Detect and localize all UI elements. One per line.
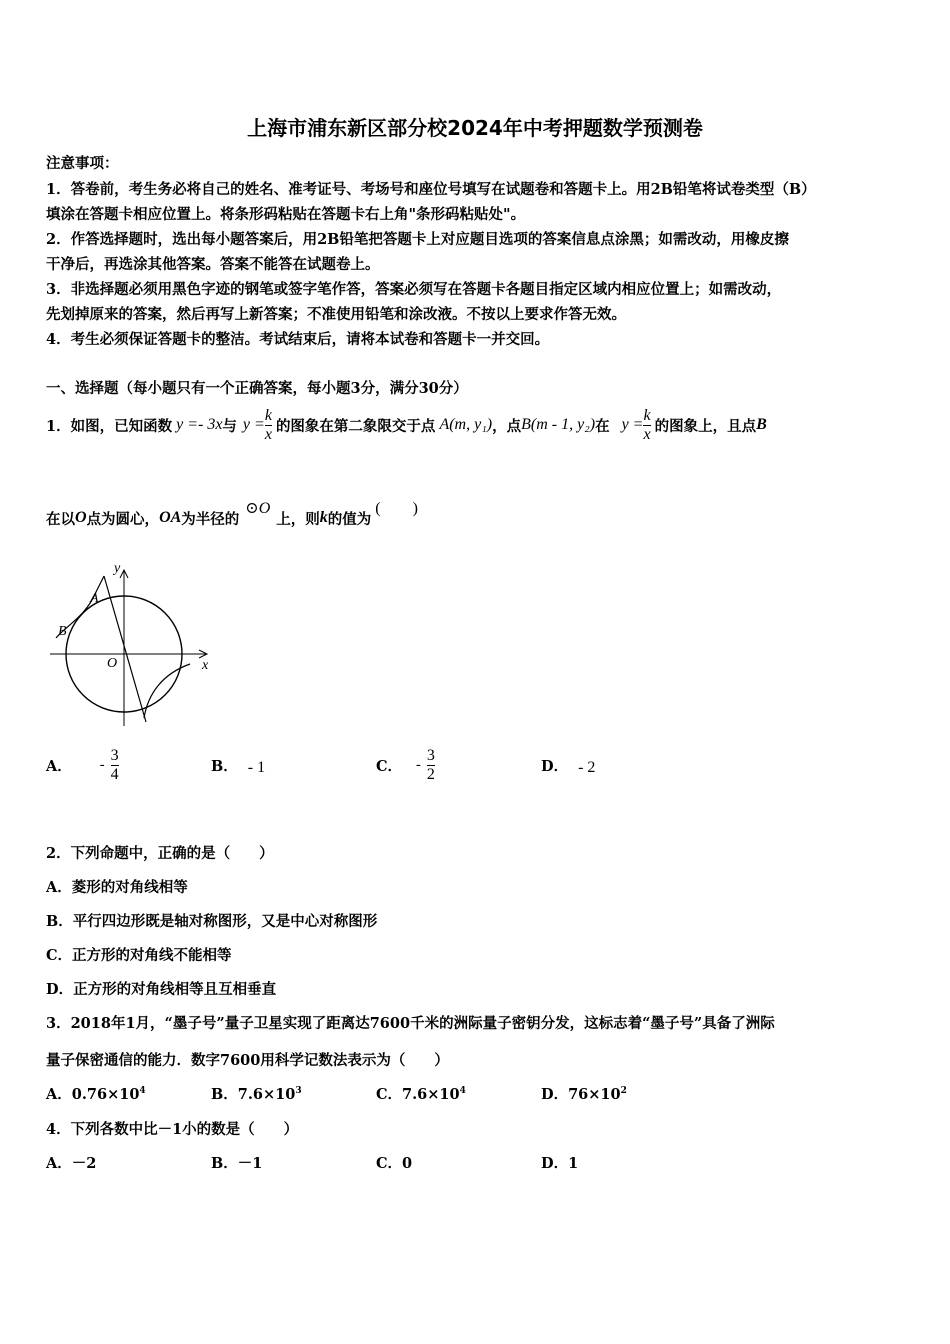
note-line: 1．答卷前，考生务必将自己的姓名、准考证号、考场号和座位号填写在试题卷和答题卡上。用2B铅笔将试卷类型（B） (46, 181, 816, 198)
label-x: x (202, 658, 209, 673)
q1-point-b: B(m - 1, y₂) (521, 416, 596, 433)
q1-o: O (75, 509, 87, 526)
notes-heading: 注意事项： (46, 155, 119, 172)
question-4-stem: 4．下列各数中比－1小的数是（ ） (46, 1121, 299, 1138)
option-label: C． (376, 757, 403, 775)
q2-option-a: A．菱形的对角线相等 (46, 879, 188, 896)
q1-y-equals: y = (621, 416, 644, 433)
q4-option-b: B．－1 (211, 1155, 263, 1172)
question-3-stem: 3．2018年1月，“墨子号”量子卫星实现了距离达7600千米的洲际量子密钥分发，这标志着“墨子号”具备了洲际 (46, 1015, 775, 1032)
q1-k: k (319, 509, 328, 526)
q1-circle-o: ⊙O (245, 500, 271, 517)
label-o: O (107, 656, 118, 671)
option-value: - 2 (578, 759, 596, 776)
q3-option-c: C．$7.6\times 10^4$ (376, 1086, 466, 1103)
note-line: 填涂在答题卡相应位置上。将条形码粘贴在答题卡右上角"条形码粘贴处"。 (46, 206, 526, 223)
question-2-stem: 2．下列命题中，正确的是（ ） (46, 845, 274, 862)
note-line: 2．作答选择题时，选出每小题答案后，用2B铅笔把答题卡上对应题目选项的答案信息点涂黑；如需改动，用橡皮擦 (46, 231, 789, 248)
option-label: D． (541, 757, 569, 775)
q4-option-a: A．－2 (46, 1155, 97, 1172)
q1-text: 在以 (46, 510, 75, 528)
note-line: 4．考生必须保证答题卡的整洁。考试结束后，请将本试卷和答题卡一并交回。 (46, 331, 550, 348)
note-line: 干净后，再选涂其他答案。答案不能答在试题卷上。 (46, 256, 380, 273)
q3-option-b: B．$7.6\times 10^3$ (211, 1086, 302, 1103)
q1-text: 点为圆心， (86, 510, 160, 528)
q3-option-d: D．$76\times 10^2$ (541, 1086, 627, 1103)
q2-option-d: D．正方形的对角线相等且互相垂直 (46, 981, 277, 998)
q1-point-a: A(m, y₁) (439, 416, 493, 433)
q1-text: 的图象在第二象限交于点 (275, 417, 436, 435)
q1-point-b-label: B (756, 416, 767, 433)
q1-text: 的值为 (327, 510, 372, 528)
q1-text: 1．如图，已知函数 (46, 417, 173, 435)
q2-option-c: C．正方形的对角线不能相等 (46, 947, 232, 964)
q1-function-1: y =- 3x (176, 416, 223, 433)
q3-option-a: A．$0.76\times 10^4$ (46, 1086, 146, 1103)
option-fraction: $\frac{3}{4}$ (110, 746, 119, 783)
q1-text: ，点 (492, 417, 522, 435)
q1-answer-paren: ( ) (375, 499, 418, 517)
option-fraction: $\frac{3}{2}$ (426, 746, 435, 783)
option-sign: - (99, 756, 105, 773)
hyperbola-branch-4 (144, 664, 190, 718)
question-3-stem-cont: 量子保密通信的能力．数字7600用科学记数法表示为（ ） (46, 1052, 449, 1069)
section-heading: 一、选择题（每小题只有一个正确答案，每小题3分，满分30分） (46, 380, 468, 397)
q1-figure (44, 556, 224, 732)
q1-fraction-k-over-x: $\frac{k}{x}$ (264, 406, 272, 443)
q1-oa: OA (159, 509, 182, 526)
q1-fraction-k-over-x: $\frac{k}{x}$ (643, 406, 651, 443)
label-a: A (90, 591, 99, 606)
question-1-stem (46, 400, 767, 450)
option-label: A． (46, 757, 72, 775)
q4-option-d: D．1 (541, 1155, 579, 1172)
label-b: B (58, 624, 67, 639)
q1-text: 为半径的 (181, 510, 240, 528)
page-title: 上海市浦东新区部分校2024年中考押题数学预测卷 (247, 116, 703, 140)
q1-text: 在 (595, 417, 610, 435)
note-line: 先划掉原来的答案，然后再写上新答案；不准使用铅笔和涂改液。不按以上要求作答无效。 (46, 306, 626, 323)
q2-option-b: B．平行四边形既是轴对称图形，又是中心对称图形 (46, 913, 378, 930)
q1-text: 的图象上，且点 (654, 417, 757, 435)
option-label: B． (211, 757, 238, 775)
q1-option-d (541, 742, 595, 788)
label-y: y (114, 561, 121, 576)
q1-option-a (46, 742, 119, 788)
q1-option-b (211, 742, 265, 788)
option-sign: - (416, 756, 421, 773)
note-line: 3．非选择题必须用黑色字迹的钢笔或签字笔作答，答案必须写在答题卡各题目指定区域内相应位置上；如需改动， (46, 281, 782, 298)
q1-text: 上，则 (276, 510, 320, 528)
q1-option-c (376, 742, 435, 788)
q1-text: 与 (222, 417, 237, 435)
q4-option-c: C．0 (376, 1155, 413, 1172)
q1-y-equals: y = (242, 416, 265, 433)
question-1-stem-cont (46, 500, 418, 536)
option-value: - 1 (247, 759, 266, 776)
